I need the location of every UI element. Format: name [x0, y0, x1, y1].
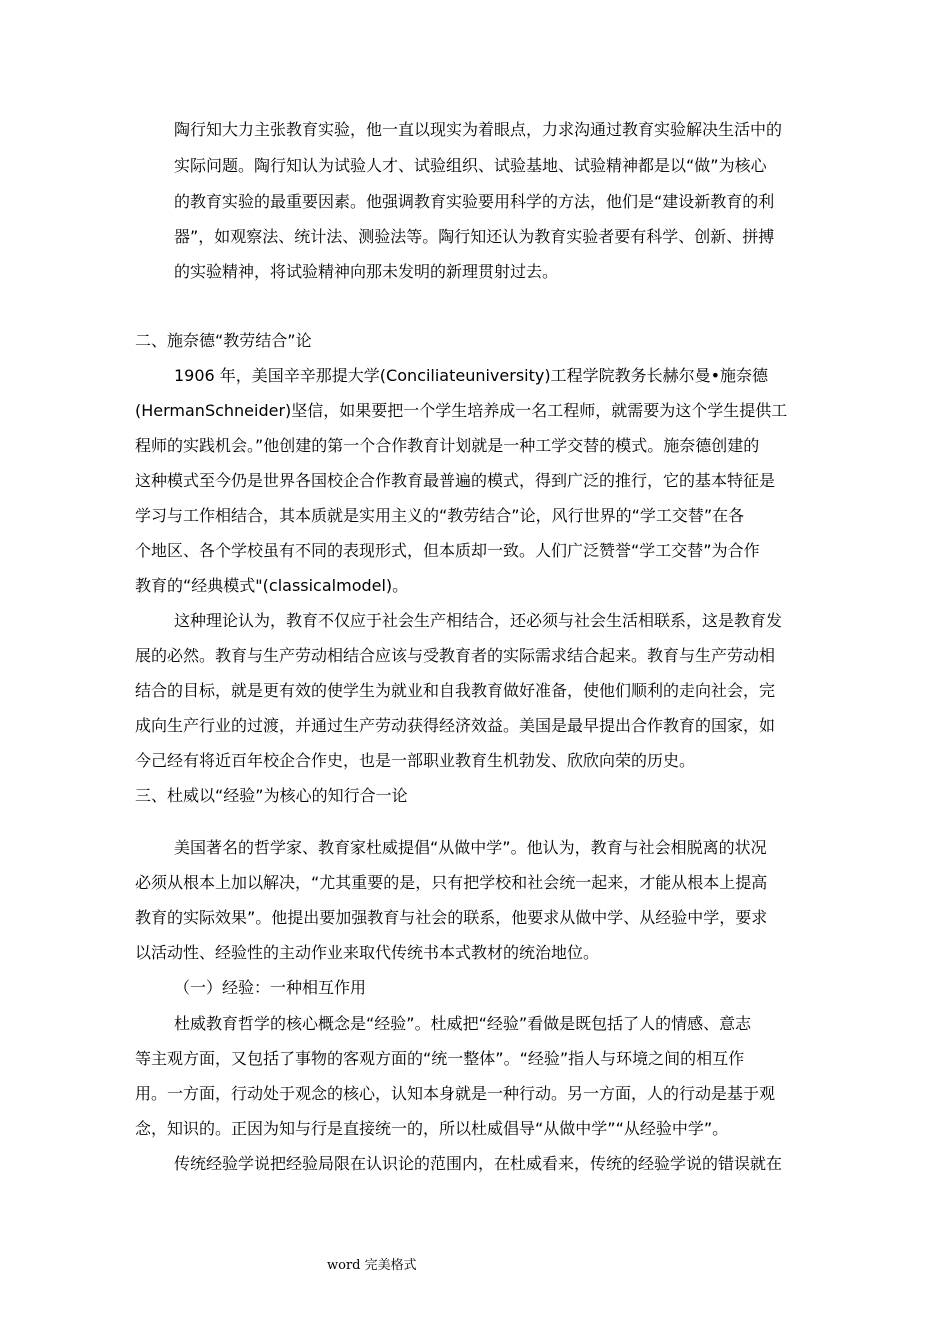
paragraph-line: 1906 年，美国辛辛那提大学(Conciliateuniversity)工程学院教务长赫尔曼•施奈德 — [174, 366, 769, 385]
paragraph-line: 个地区、各个学校虽有不同的表现形式，但本质却一致。人们广泛赞誉“学工交替”为合作 — [135, 541, 760, 560]
paragraph-line: 用。一方面，行动处于观念的核心，认知本身就是一种行动。另一方面，人的行动是基于观 — [135, 1084, 776, 1103]
paragraph-line: 结合的目标，就是更有效的使学生为就业和自我教育做好准备，使他们顺利的走向社会，完 — [135, 681, 776, 700]
paragraph-line: 陶行知大力主张教育实验，他一直以现实为着眼点，力求沟通过教育实验解决生活中的 — [174, 120, 783, 139]
paragraph-line: 杜威教育哲学的核心概念是“经验”。杜威把“经验”看做是既包括了人的情感、意志 — [174, 1014, 752, 1033]
paragraph-line: 实际问题。陶行知认为试验人才、试验组织、试验基地、试验精神都是以“做”为核心 — [174, 156, 767, 175]
paragraph-line: 的实验精神，将试验精神向那未发明的新理贯射过去。 — [174, 262, 559, 281]
paragraph-line: 传统经验学说把经验局限在认识论的范围内，在杜威看来，传统的经验学说的错误就在 — [174, 1154, 783, 1173]
paragraph-line: 教育的“经典模式"(classicalmodel)。 — [135, 576, 409, 595]
paragraph-line: 这种理论认为，教育不仅应于社会生产相结合，还必须与社会生活相联系，这是教育发 — [174, 611, 783, 630]
paragraph-line: 成向生产行业的过渡，并通过生产劳动获得经济效益。美国是最早提出合作教育的国家，如 — [135, 716, 776, 735]
paragraph-line: 必须从根本上加以解决，“尤其重要的是，只有把学校和社会统一起来，才能从根本上提高 — [135, 873, 768, 892]
paragraph-line: 今己经有将近百年校企合作史，也是一部职业教育生机勃发、欣欣向荣的历史。 — [135, 751, 696, 770]
paragraph-line: 程师的实践机会。”他创建的第一个合作教育计划就是一种工学交替的模式。施奈德创建的 — [135, 436, 760, 455]
paragraph-line: 美国著名的哲学家、教育家杜威提倡“从做中学”。他认为，教育与社会相脱离的状况 — [174, 838, 767, 857]
paragraph-line: 以活动性、经验性的主动作业来取代传统书本式教材的统治地位。 — [135, 943, 600, 962]
paragraph-line: 的教育实验的最重要因素。他强调教育实验要用科学的方法，他们是“建设新教育的利 — [174, 192, 775, 211]
paragraph-line: 展的必然。教育与生产劳动相结合应该与受教育者的实际需求结合起来。教育与生产劳动相 — [135, 646, 776, 665]
paragraph-line: 念，知识的。正因为知与行是直接统一的，所以杜威倡导“从做中学”“从经验中学”。 — [135, 1119, 729, 1138]
paragraph-line: 教育的实际效果”。他提出要加强教育与社会的联系，他要求从做中学、从经验中学，要求 — [135, 908, 768, 927]
subsection-heading: （一）经验：一种相互作用 — [174, 978, 367, 997]
paragraph-line: 学习与工作相结合，其本质就是实用主义的“教劳结合”论，风行世界的“学工交替”在各 — [135, 506, 745, 525]
page-footer: word 完美格式 — [327, 1258, 417, 1273]
paragraph-line: 这种模式至今仍是世界各国校企合作教育最普遍的模式，得到广泛的推行，它的基本特征是 — [135, 471, 776, 490]
section-heading: 三、杜威以“经验”为核心的知行合一论 — [135, 786, 408, 805]
section-heading: 二、施奈德“教劳结合”论 — [135, 331, 312, 350]
paragraph-line: 等主观方面，又包括了事物的客观方面的“统一整体”。“经验”指人与环境之间的相互作 — [135, 1049, 745, 1068]
paragraph-line: 器”，如观察法、统计法、测验法等。陶行知还认为教育实验者要有科学、创新、拼搏 — [174, 227, 775, 246]
paragraph-line: (HermanSchneider)坚信，如果要把一个学生培养成一名工程师，就需要为这个学生提供工 — [135, 401, 788, 420]
